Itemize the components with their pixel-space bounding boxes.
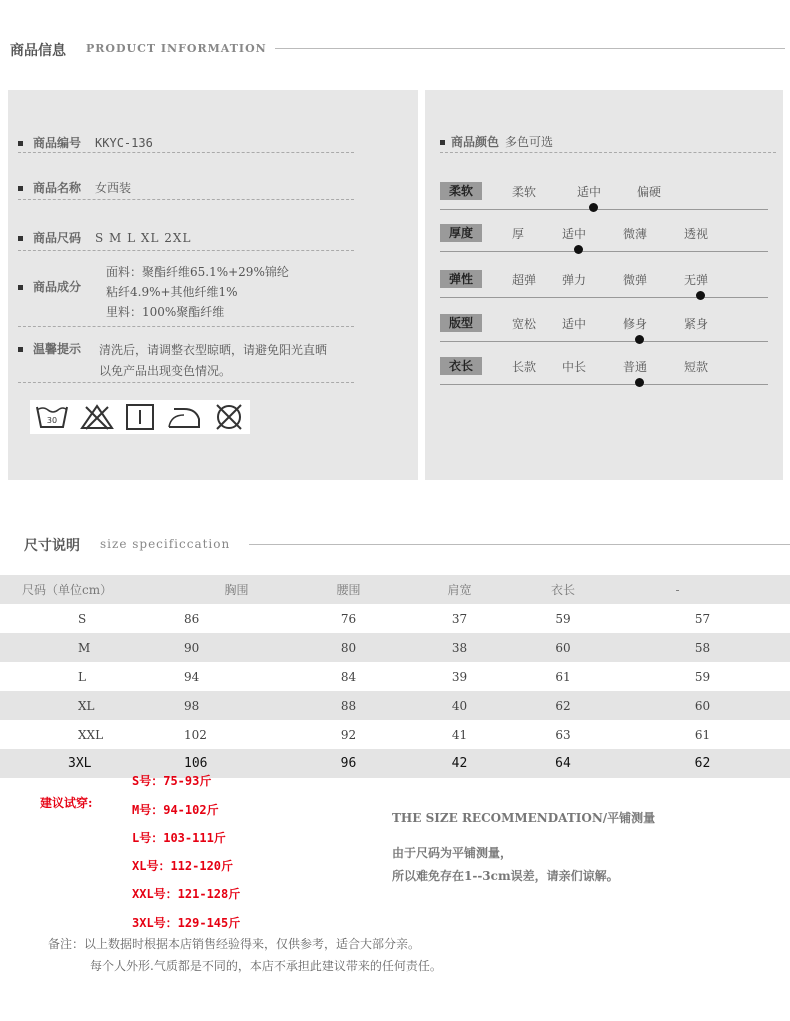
attribute-option: 弹力 <box>562 273 587 287</box>
table-cell: 98 <box>184 698 200 713</box>
table-cell: 39 <box>451 669 468 684</box>
attribute-row <box>440 357 770 377</box>
table-cell <box>162 691 184 720</box>
attribute-row <box>440 224 770 244</box>
bullet-icon <box>18 141 23 146</box>
size-table-header-cell: 尺码（单位cm） <box>22 583 113 597</box>
tips-lines <box>99 340 327 382</box>
recommend-item: L号：103-111斤 <box>132 831 226 845</box>
attribute-option: 无弹 <box>684 273 709 287</box>
divider <box>18 250 354 251</box>
size-table-header-cell: 衣长 <box>550 583 575 597</box>
table-row <box>0 604 790 633</box>
composition-line: 里料：100%聚酯纤维 <box>106 305 225 319</box>
attribute-option: 普通 <box>623 360 648 374</box>
attribute-option: 修身 <box>623 317 648 331</box>
table-cell: 94 <box>184 669 200 684</box>
info-value: S M L XL 2XL <box>95 231 192 245</box>
size-table <box>0 575 790 778</box>
table-row <box>0 633 790 662</box>
table-cell: 62 <box>555 698 571 713</box>
table-cell: 58 <box>694 640 711 655</box>
table-cell: 57 <box>694 611 711 626</box>
color-row <box>440 133 553 150</box>
size-table-header-cell <box>162 575 184 604</box>
table-cell: 37 <box>451 611 468 626</box>
title-rule <box>249 544 790 545</box>
recommend-label: 建议试穿: <box>40 796 93 810</box>
composition-lines <box>106 262 289 322</box>
table-cell: 3XL <box>68 756 92 771</box>
tips-line: 清洗后，请调整衣型晾晒，请避免阳光直晒 <box>99 343 328 357</box>
composition-line: 面料：聚酯纤维65.1%+29%锦纶 <box>106 265 289 279</box>
bullet-icon <box>18 236 23 241</box>
attribute-option: 微弹 <box>623 273 648 287</box>
no-dry-clean-icon <box>213 402 245 432</box>
attribute-scale-line <box>440 341 768 342</box>
recommend-note-line: 所以难免存在1--3cm误差，请亲们谅解。 <box>392 869 619 883</box>
footnote-line: 备注：以上数据时根据本店销售经验得来，仅供参考，适合大部分亲。 <box>48 937 421 951</box>
table-row <box>0 691 790 720</box>
table-cell: 60 <box>694 698 711 713</box>
info-row-size <box>18 229 191 246</box>
table-cell: 96 <box>340 756 357 771</box>
table-cell: 61 <box>555 669 571 684</box>
table-cell: 60 <box>555 640 571 655</box>
table-cell: 92 <box>340 727 357 742</box>
size-table-header-cell: 肩宽 <box>447 583 472 597</box>
recommend-item: 3XL号：129-145斤 <box>132 916 241 930</box>
size-table-header-cell: - <box>675 582 680 597</box>
wash-30-icon <box>35 403 69 431</box>
divider <box>18 326 354 327</box>
recommend-item: XL号：112-120斤 <box>132 859 234 873</box>
divider <box>18 382 354 383</box>
table-cell: 64 <box>555 756 571 771</box>
no-bleach-icon <box>80 403 114 431</box>
table-row <box>0 749 790 778</box>
table-cell: 84 <box>340 669 357 684</box>
info-value: KKYC-136 <box>95 136 153 150</box>
attribute-option: 透视 <box>684 227 709 241</box>
size-table-header <box>0 575 790 604</box>
attribute-scale-line <box>440 297 768 298</box>
product-info-title: 商品信息 <box>10 43 66 59</box>
size-table-header-cell: 腰围 <box>336 583 361 597</box>
attribute-tag: 衣长 <box>440 357 482 375</box>
attribute-option: 柔软 <box>512 185 537 199</box>
bullet-icon <box>18 285 23 290</box>
recommend-item: M号：94-102斤 <box>132 803 219 817</box>
info-label: 商品编号 <box>33 136 82 150</box>
footnote-line: 每个人外形.气质都是不同的，本店不承担此建议带来的任何责任。 <box>90 959 442 973</box>
attribute-selected-dot <box>574 245 583 254</box>
attribute-scale-line <box>440 384 768 385</box>
attribute-option: 适中 <box>562 317 587 331</box>
info-label: 温馨提示 <box>33 342 82 356</box>
care-icons-strip <box>30 400 250 434</box>
product-info-subtitle: PRODUCT INFORMATION <box>86 42 267 55</box>
info-row-composition-label <box>18 278 95 295</box>
table-cell: 61 <box>694 727 711 742</box>
attribute-selected-dot <box>635 378 644 387</box>
bullet-icon <box>440 140 445 145</box>
divider <box>440 152 776 153</box>
info-row-name <box>18 179 131 196</box>
recommend-note-title: THE SIZE RECOMMENDATION/平铺测量 <box>392 811 656 825</box>
table-cell: 76 <box>340 611 357 626</box>
attribute-tag: 厚度 <box>440 224 482 242</box>
attribute-row <box>440 314 770 334</box>
attribute-tag: 柔软 <box>440 182 482 200</box>
recommend-note-line: 由于尺码为平铺测量， <box>392 846 513 860</box>
attribute-option: 厚 <box>512 227 525 241</box>
table-cell: 88 <box>340 698 357 713</box>
info-label: 商品成分 <box>33 280 82 294</box>
recommend-item: S号：75-93斤 <box>132 774 212 788</box>
attribute-scale-line <box>440 251 768 252</box>
table-cell: 62 <box>694 756 711 771</box>
size-spec-title: 尺寸说明 <box>24 538 80 554</box>
table-cell: 38 <box>451 640 468 655</box>
svg-text:30: 30 <box>47 416 58 425</box>
table-cell: 42 <box>451 756 468 771</box>
color-label: 商品颜色 <box>451 135 500 149</box>
attribute-row <box>440 270 770 290</box>
tumble-dry-icon <box>125 403 155 431</box>
attribute-tag: 弹性 <box>440 270 482 288</box>
attribute-option: 偏硬 <box>637 185 662 199</box>
attribute-option: 中长 <box>562 360 587 374</box>
title-rule <box>275 48 785 49</box>
table-cell: XXL <box>78 727 104 742</box>
table-cell: 102 <box>184 727 207 742</box>
table-cell: XL <box>78 698 95 713</box>
table-cell: L <box>78 669 86 684</box>
attribute-option: 适中 <box>577 185 602 199</box>
size-table-header-cell: 胸围 <box>224 583 249 597</box>
info-value: 女西装 <box>95 181 132 195</box>
table-cell: 86 <box>184 611 200 626</box>
table-cell: 106 <box>184 756 208 771</box>
size-spec-subtitle: size specificcation <box>100 537 231 551</box>
attribute-tag: 版型 <box>440 314 482 332</box>
table-cell: 59 <box>694 669 711 684</box>
table-cell <box>162 720 184 749</box>
info-label: 商品名称 <box>33 181 82 195</box>
iron-icon <box>166 403 202 431</box>
attribute-selected-dot <box>696 291 705 300</box>
recommend-item: XXL号：121-128斤 <box>132 887 241 901</box>
attribute-selected-dot <box>589 203 598 212</box>
attribute-scale-line <box>440 209 768 210</box>
info-label: 商品尺码 <box>33 231 82 245</box>
color-value: 多色可选 <box>505 135 554 149</box>
divider <box>18 199 354 200</box>
attribute-option: 紧身 <box>684 317 709 331</box>
info-row-tips-label <box>18 340 87 357</box>
table-cell <box>162 633 184 662</box>
table-row <box>0 720 790 749</box>
attribute-option: 长款 <box>512 360 537 374</box>
table-cell <box>162 662 184 691</box>
attribute-option: 超弹 <box>512 273 537 287</box>
attribute-option: 短款 <box>684 360 709 374</box>
table-cell <box>162 604 184 633</box>
attribute-row <box>440 182 770 202</box>
table-cell: 41 <box>451 727 468 742</box>
table-cell: 59 <box>555 611 571 626</box>
attribute-option: 微薄 <box>623 227 648 241</box>
info-row-code <box>18 134 153 151</box>
table-cell: 63 <box>555 727 571 742</box>
attribute-option: 宽松 <box>512 317 537 331</box>
attribute-selected-dot <box>635 335 644 344</box>
bullet-icon <box>18 186 23 191</box>
table-cell: 90 <box>184 640 200 655</box>
table-cell: 40 <box>451 698 468 713</box>
table-cell: 80 <box>340 640 357 655</box>
table-cell: M <box>78 640 91 655</box>
composition-line: 粘纤4.9%+其他纤维1% <box>106 285 238 299</box>
table-cell: S <box>78 611 87 626</box>
divider <box>18 152 354 153</box>
bullet-icon <box>18 347 23 352</box>
tips-line: 以免产品出现变色情况。 <box>99 364 232 378</box>
table-row <box>0 662 790 691</box>
attribute-option: 适中 <box>562 227 587 241</box>
